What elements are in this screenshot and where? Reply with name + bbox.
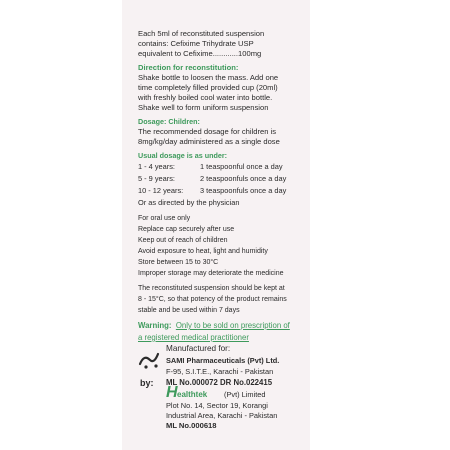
warning-text-2: a registered medical practitioner	[138, 333, 249, 342]
dosage-line-1: The recommended dosage for children is	[138, 127, 277, 136]
dosage-row	[138, 186, 287, 196]
sami-license: ML No.000072 DR No.022415	[166, 378, 273, 387]
physician-note: Or as directed by the physician	[138, 198, 240, 207]
sami-company-name: SAMI Pharmaceuticals (Pvt) Ltd.	[166, 356, 280, 365]
dosage-line-2: 8mg/kg/day administered as a single dose	[138, 137, 280, 146]
dosage-amount: 1 teaspoonful once a day	[200, 162, 283, 171]
dosage-age: 5 - 9 years:	[138, 174, 175, 183]
dosage-age: 1 - 4 years:	[138, 162, 175, 171]
manufactured-for-heading: Manufactured for:	[166, 344, 231, 353]
warning-label: Warning:	[138, 321, 172, 330]
storage-line: Keep out of reach of children	[138, 237, 228, 244]
reconstitution-line-3: with freshly boiled cool water into bottle.	[138, 93, 273, 102]
healthtek-logo-name: ealthtek	[177, 390, 208, 399]
warning-text-1: Only to be sold on prescription of	[175, 321, 290, 330]
healthtek-suffix: (Pvt) Limited	[224, 390, 266, 399]
dosage-amount: 2 teaspoonfuls once a day	[200, 174, 287, 183]
healthtek-address-1: Plot No. 14, Sector 19, Korangi	[166, 401, 268, 410]
sami-logo	[138, 350, 162, 375]
reconstitution-heading: Direction for reconstitution:	[138, 63, 239, 72]
warning-line-2	[138, 332, 249, 343]
reconstitution-line-2: time completely filled provided cup (20ml)	[138, 83, 278, 92]
by-label: by:	[140, 378, 154, 388]
storage-line: Improper storage may deteriorate the medicine	[138, 270, 284, 277]
storage-line: Avoid exposure to heat, light and humidity	[138, 248, 268, 255]
dosage-row	[138, 174, 287, 184]
composition-line-2: contains: Cefixime Trihydrate USP	[138, 39, 254, 48]
usual-dosage-heading: Usual dosage is as under:	[138, 151, 228, 160]
composition-line-1: Each 5ml of reconstituted suspension	[138, 29, 265, 38]
dosage-row	[138, 162, 283, 172]
storage-line: For oral use only	[138, 215, 191, 222]
storage-line: Store between 15 to 30°C	[138, 259, 219, 266]
healthtek-license: ML No.000618	[166, 421, 217, 430]
dosage-age: 10 - 12 years:	[138, 186, 184, 195]
reconstitution-line-4: Shake well to form uniform suspension	[138, 103, 269, 112]
dosage-heading: Dosage: Children:	[138, 117, 200, 126]
healthtek-address-2: Industrial Area, Karachi - Pakistan	[166, 411, 278, 420]
dosage-amount: 3 teaspoonfuls once a day	[200, 186, 287, 195]
reconstituted-line-1: The reconstituted suspension should be kept at	[138, 285, 285, 292]
sami-address: F-95, S.I.T.E., Karachi - Pakistan	[166, 367, 274, 376]
composition-line-3: equivalent to Cefixime............100mg	[138, 49, 262, 58]
healthtek-logo-initial: H	[166, 384, 178, 401]
reconstitution-line-1: Shake bottle to loosen the mass. Add one	[138, 73, 279, 82]
reconstituted-line-2: 8 - 15°C, so that potency of the product remains	[138, 296, 287, 303]
warning-line-1	[138, 320, 290, 331]
reconstituted-line-3: stable and be used within 7 days	[138, 307, 240, 314]
storage-line: Replace cap securely after use	[138, 226, 235, 233]
